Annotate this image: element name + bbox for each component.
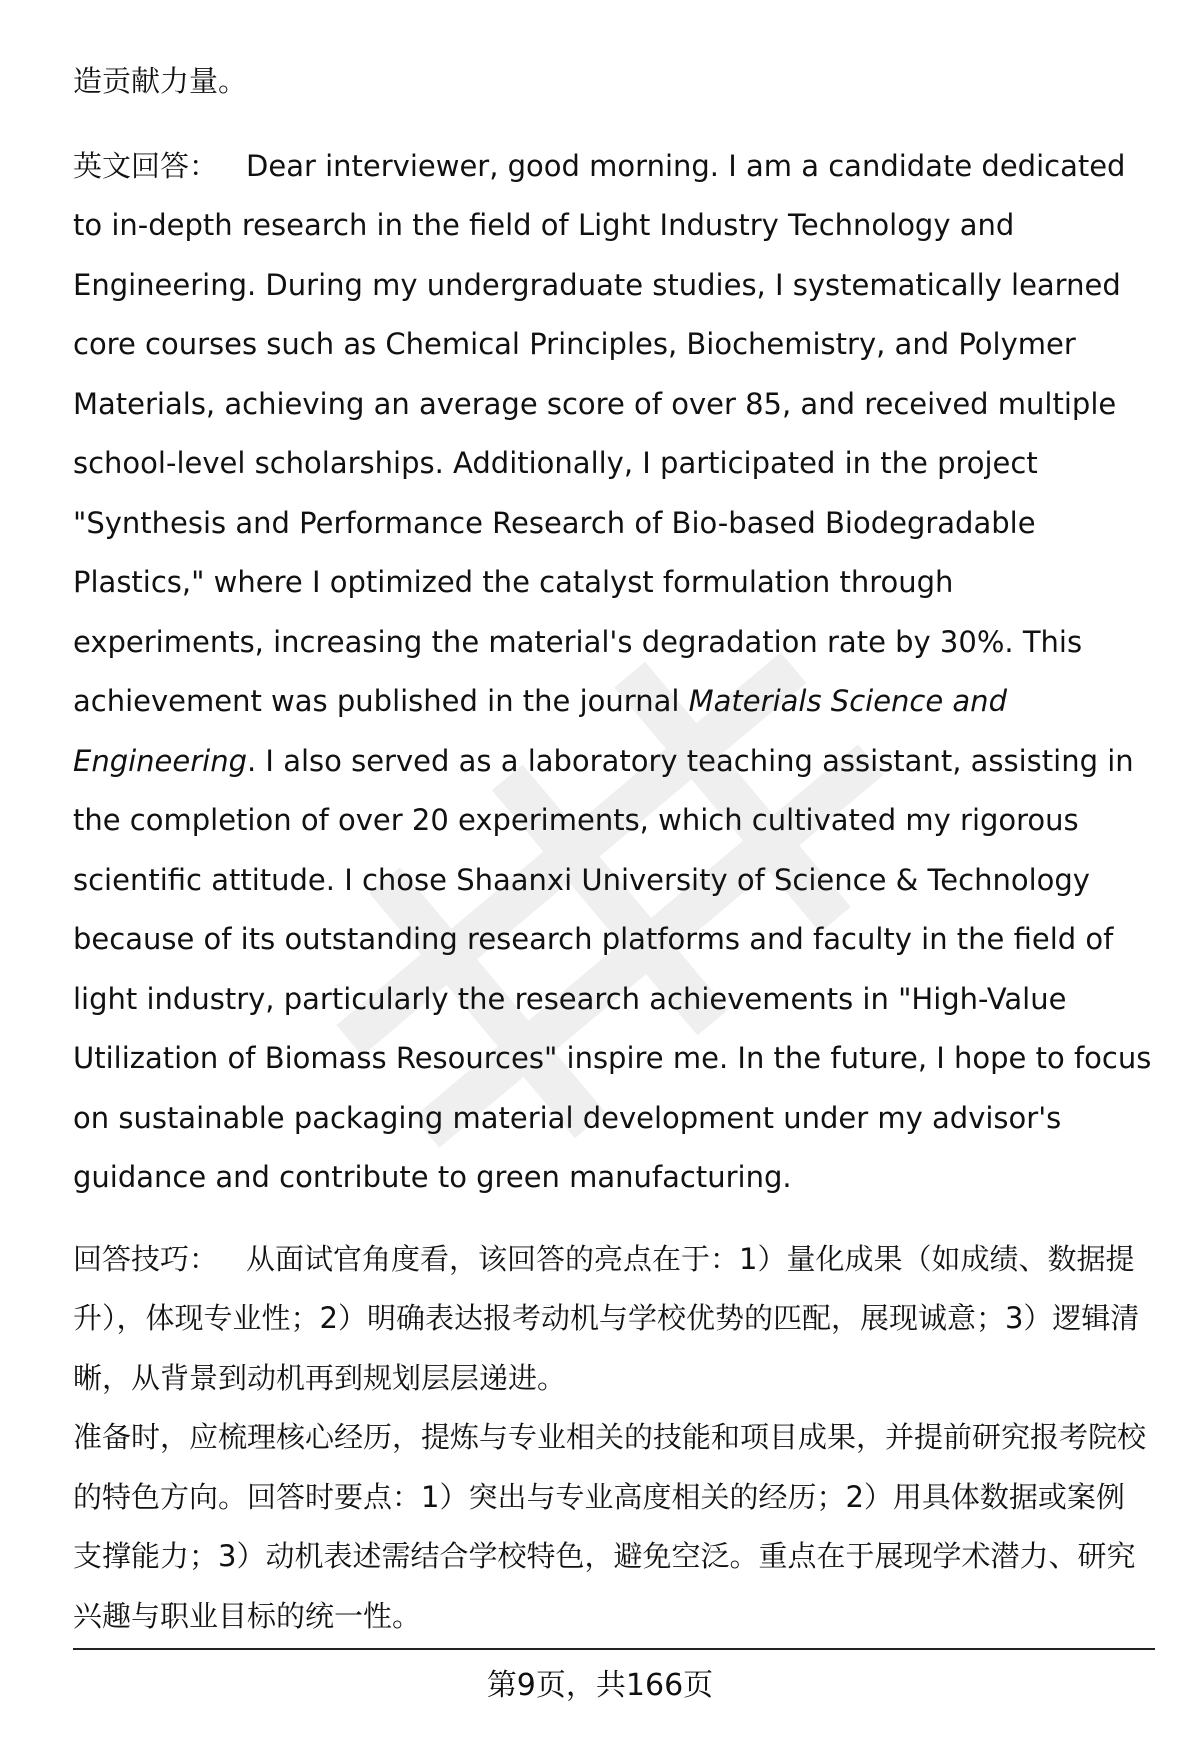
document-body	[73, 52, 1153, 1646]
answer-tips-paragraph	[73, 1230, 1153, 1409]
answer-tips-label: 回答技巧：	[73, 1241, 219, 1276]
english-answer-paragraph	[73, 137, 1153, 1208]
page-number: 第9页，共166页	[486, 1668, 714, 1703]
intro-tail-paragraph: 造贡献力量。	[73, 64, 248, 98]
english-answer-text-before-journal: Dear interviewer, good morning. I am a candidate dedicated to in-depth research in the field of Light Industry Technology and Engineering. During my undergraduate studies, I systematically learned core courses such as Chemical Principles, Biochemistry, and Polymer Materials, achieving an average score of over 85, and received multiple school-level scholarships. Additionally, I participated in the project "Synthesis and Performance Research of Bio-based Biodegradable Plastics," where I optimized the catalyst formulation through experiments, increasing the material's degradation rate by 30%. This achievement was published in the journal	[73, 148, 1126, 718]
footer-divider	[73, 1648, 1155, 1650]
english-answer-label: 英文回答：	[73, 148, 219, 183]
english-answer-text-after-journal: . I also served as a laboratory teaching assistant, assisting in the completion of over 20 experiments, which cultivated my rigorous scientific attitude. I chose Shaanxi University of Science & Technology because of its outstanding research platforms and faculty in the field of light industry, particularly the research achievements in "High-Value Utilization of Biomass Resources" inspire me. In the future, I hope to focus on sustainable packaging material development under my advisor's guidance and contribute to green manufacturing.	[73, 743, 1152, 1194]
journal-title: Materials Science and Engineering	[73, 684, 1007, 778]
answer-tips-text: 从面试官角度看，该回答的亮点在于：1）量化成果（如成绩、数据提升），体现专业性；2）明确表达报考动机与学校优势的匹配，展现诚意；3）逻辑清晰，从背景到动机再到规划层层递进。	[73, 1241, 1140, 1395]
preparation-paragraph: 准备时，应梳理核心经历，提炼与专业相关的技能和项目成果，并提前研究报考院校的特色方向。回答时要点：1）突出与专业高度相关的经历；2）用具体数据或案例支撑能力；3）动机表述需结合学校特色，避免空泛。重点在于展现学术潜力、研究兴趣与职业目标的统一性。	[73, 1420, 1147, 1633]
